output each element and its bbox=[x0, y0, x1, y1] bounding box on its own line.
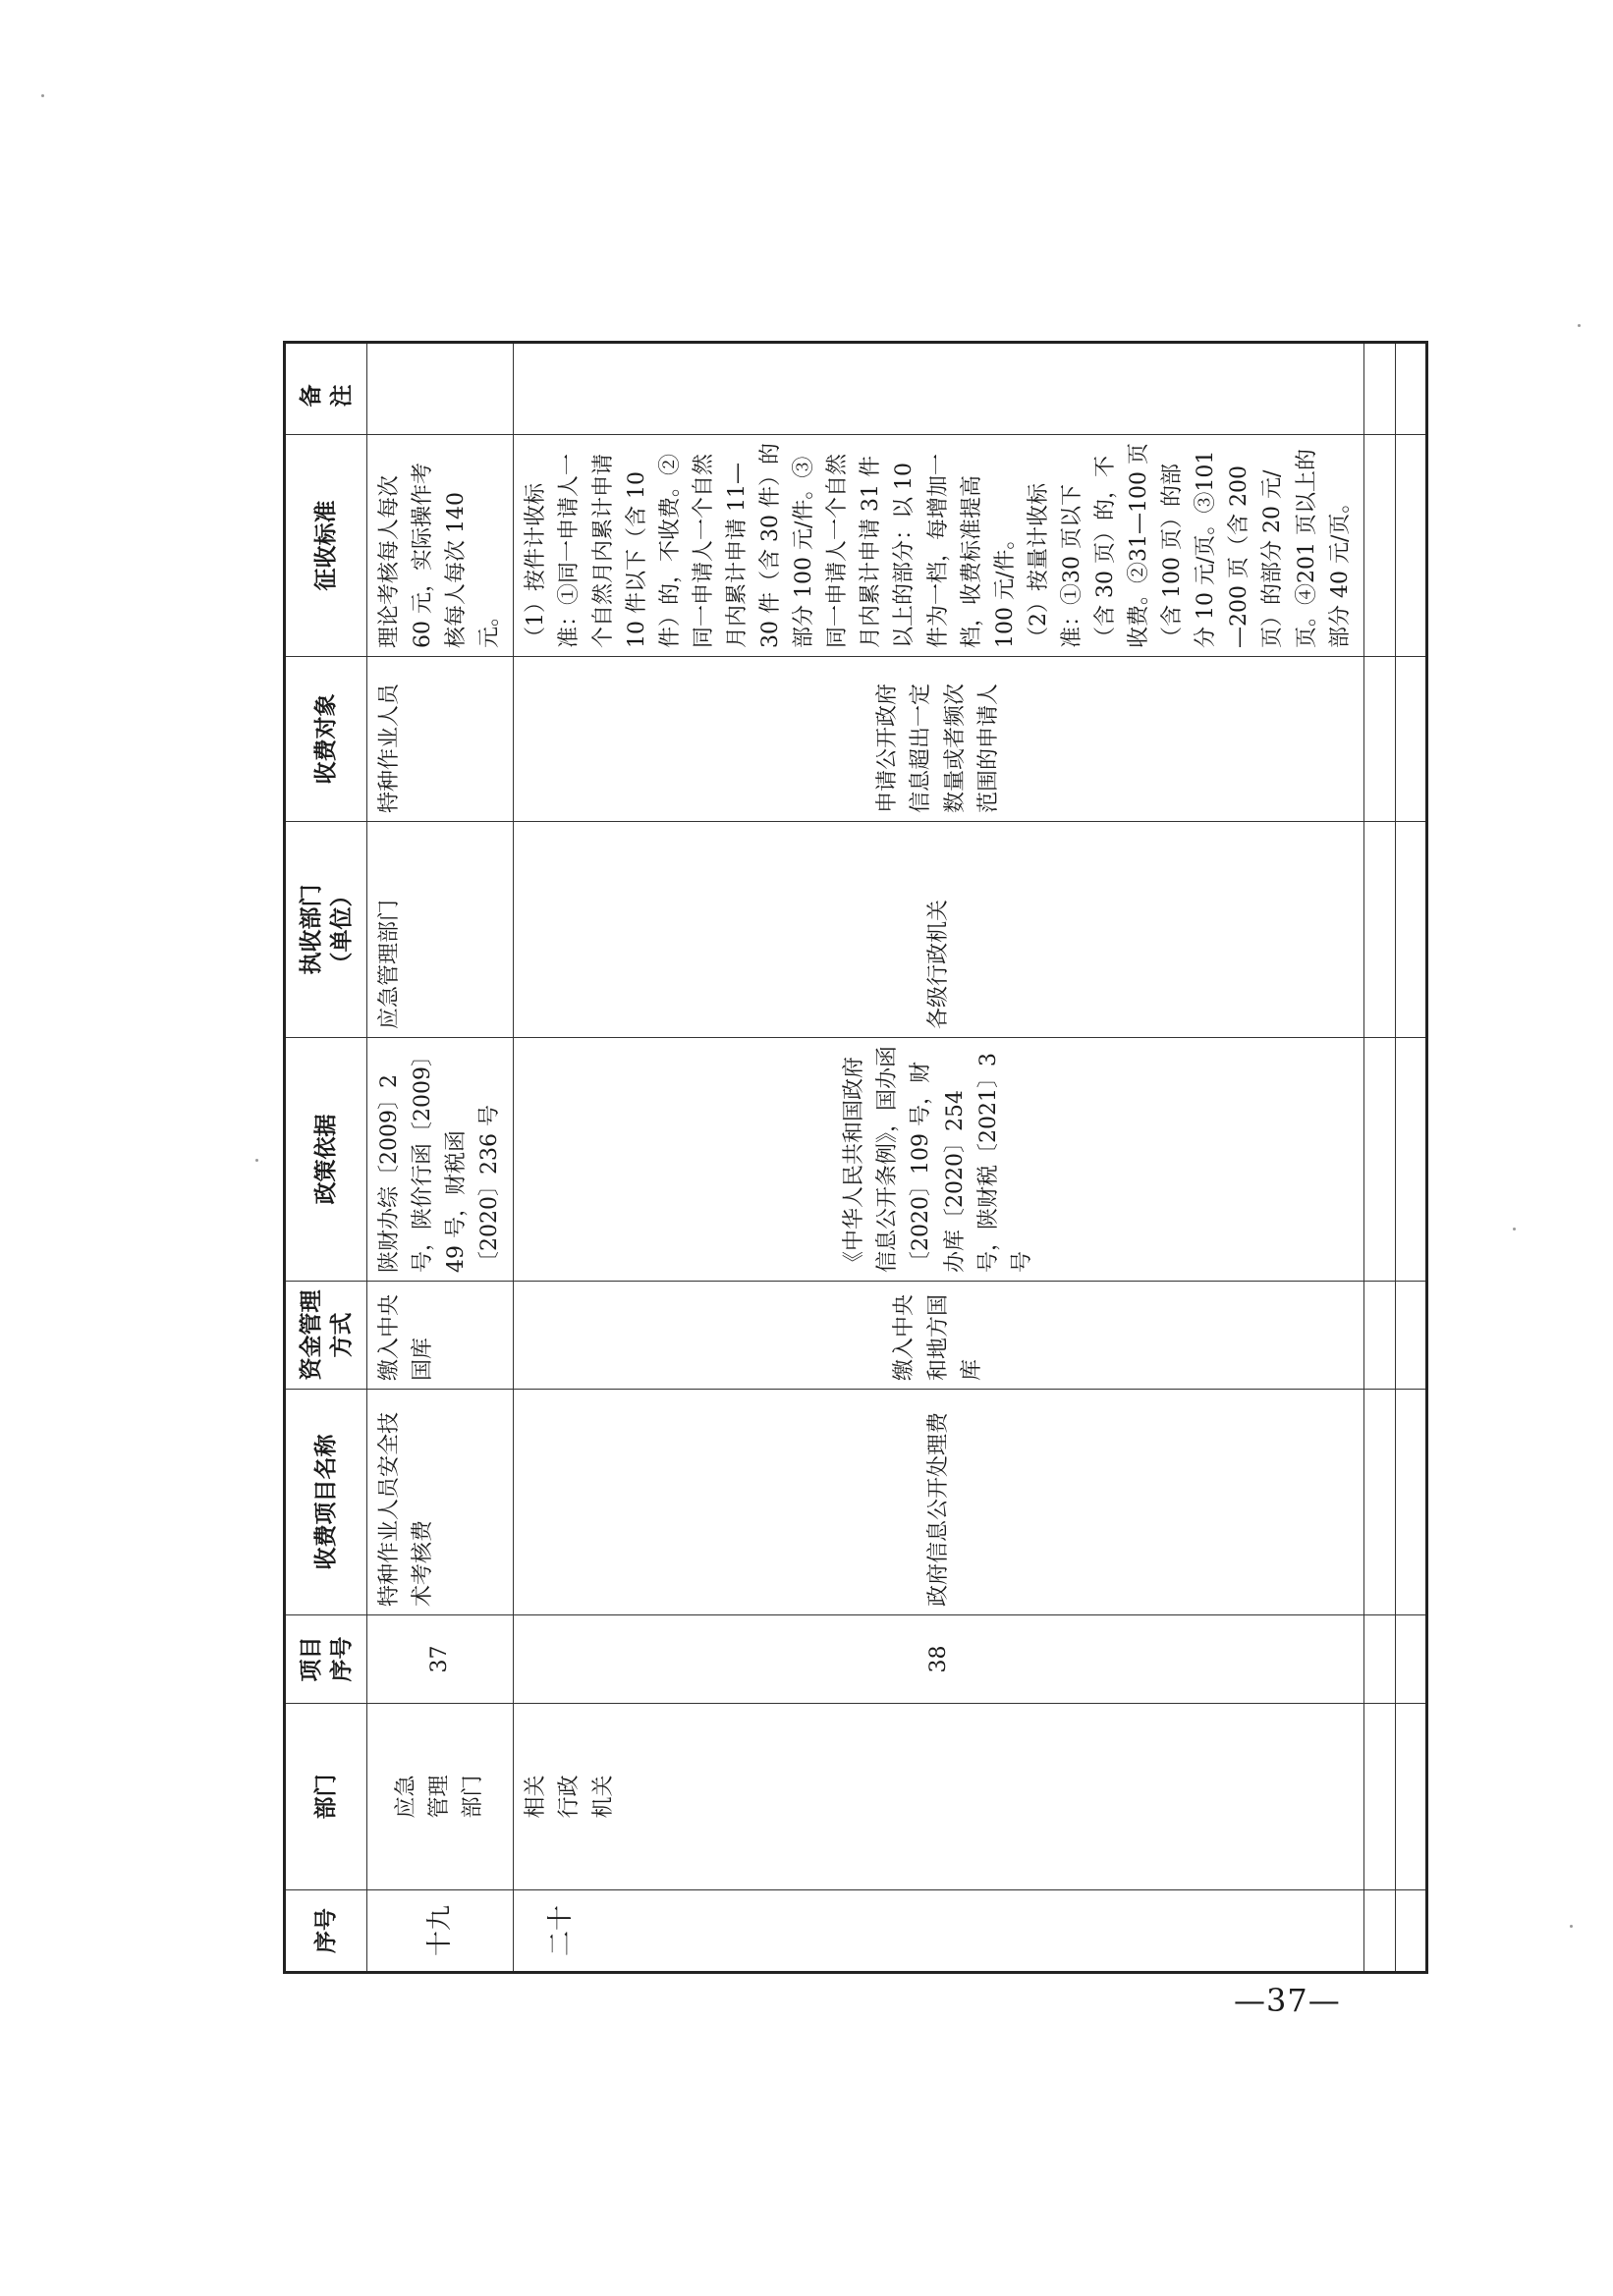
cell-seq: 十九 bbox=[367, 1890, 514, 1973]
table-row-empty bbox=[1363, 343, 1395, 1973]
cell-fund: 缴入中央和地方国库 bbox=[514, 1282, 1363, 1390]
empty-cell bbox=[1363, 657, 1395, 822]
empty-cell bbox=[1363, 343, 1395, 435]
cell-item-name: 政府信息公开处理费 bbox=[514, 1390, 1363, 1615]
header-note: 备 注 bbox=[285, 343, 367, 435]
standard-part-1: （1）按件计收标准：①同一申请人一个自然月内累计申请 10 件以下（含 10 件）的，不收费。②同一申请人一个自然月内累计申请 11—30 件（含 30 件）的部分 100 元/件。③同一申请人一个自然月内累计申请 31 件以上的部分：以 10 件为一档，每增加一档，收费标准提高 100 元/件。 bbox=[524, 443, 1018, 648]
cell-standard bbox=[514, 435, 1363, 657]
table-row bbox=[514, 343, 1363, 1973]
cell-fund: 缴入中央国库 bbox=[367, 1282, 514, 1390]
cell-exec: 应急管理部门 bbox=[367, 822, 514, 1038]
empty-cell bbox=[1395, 1038, 1426, 1282]
fee-table bbox=[283, 341, 1428, 1974]
empty-cell bbox=[1395, 1704, 1426, 1890]
scan-speck bbox=[255, 1159, 258, 1162]
cell-item-no: 37 bbox=[367, 1615, 514, 1704]
scan-speck bbox=[1513, 1228, 1516, 1230]
table-row-empty bbox=[1395, 343, 1426, 1973]
empty-cell bbox=[1395, 1890, 1426, 1973]
empty-cell bbox=[1363, 1390, 1395, 1615]
page-number: —37— bbox=[1234, 1982, 1341, 2019]
cell-standard: 理论考核每人每次 60 元，实际操作考核每人每次 140 元。 bbox=[367, 435, 514, 657]
empty-cell bbox=[1363, 1282, 1395, 1390]
empty-cell bbox=[1363, 822, 1395, 1038]
cell-note bbox=[514, 343, 1363, 435]
cell-target: 申请公开政府信息超出一定数量或者频次范围的申请人 bbox=[514, 657, 1363, 822]
cell-policy: 《中华人民共和国政府信息公开条例》，国办函〔2020〕109 号，财办库〔2020〕254 号，陕财税〔2021〕3 号 bbox=[514, 1038, 1363, 1282]
cell-exec: 各级行政机关 bbox=[514, 822, 1363, 1038]
empty-cell bbox=[1395, 1615, 1426, 1704]
cell-note bbox=[367, 343, 514, 435]
empty-cell bbox=[1363, 435, 1395, 657]
header-fund: 资金管理 方式 bbox=[285, 1282, 367, 1390]
cell-seq: 二十 bbox=[514, 1890, 1363, 1973]
rotated-page-content bbox=[283, 344, 1371, 1974]
cell-item-name: 特种作业人员安全技术考核费 bbox=[367, 1390, 514, 1615]
empty-cell bbox=[1363, 1038, 1395, 1282]
cell-item-no: 38 bbox=[514, 1615, 1363, 1704]
empty-cell bbox=[1395, 1282, 1426, 1390]
empty-cell bbox=[1363, 1704, 1395, 1890]
table-header-row bbox=[285, 343, 367, 1973]
header-policy: 政策依据 bbox=[285, 1038, 367, 1282]
cell-dept: 相关 行政 机关 bbox=[514, 1704, 1363, 1890]
cell-target: 特种作业人员 bbox=[367, 657, 514, 822]
table-row bbox=[367, 343, 514, 1973]
header-exec: 执收部门 （单位） bbox=[285, 822, 367, 1038]
empty-cell bbox=[1395, 1390, 1426, 1615]
empty-cell bbox=[1363, 1615, 1395, 1704]
header-target: 收费对象 bbox=[285, 657, 367, 822]
empty-cell bbox=[1395, 435, 1426, 657]
scan-speck bbox=[1570, 1925, 1573, 1928]
empty-cell bbox=[1395, 822, 1426, 1038]
empty-cell bbox=[1395, 343, 1426, 435]
header-seq: 序号 bbox=[285, 1890, 367, 1973]
cell-policy: 陕财办综〔2009〕2 号，陕价行函〔2009〕49 号，财税函〔2020〕236 号 bbox=[367, 1038, 514, 1282]
empty-cell bbox=[1395, 657, 1426, 822]
header-standard: 征收标准 bbox=[285, 435, 367, 657]
scan-speck bbox=[41, 94, 44, 97]
header-item-name: 收费项目名称 bbox=[285, 1390, 367, 1615]
header-item-no: 项目 序号 bbox=[285, 1615, 367, 1704]
empty-cell bbox=[1363, 1890, 1395, 1973]
scan-speck bbox=[1578, 324, 1581, 327]
standard-part-2: （2）按量计收标准：①30 页以下（含 30 页）的，不收费。②31—100 页（含 100 页）的部分 10 元/页。③101—200 页（含 200 页）的部分 20 元/页。④201 页以上的部分 40 元/页。 bbox=[1026, 443, 1353, 648]
header-dept: 部门 bbox=[285, 1704, 367, 1890]
cell-dept: 应急 管理 部门 bbox=[367, 1704, 514, 1890]
